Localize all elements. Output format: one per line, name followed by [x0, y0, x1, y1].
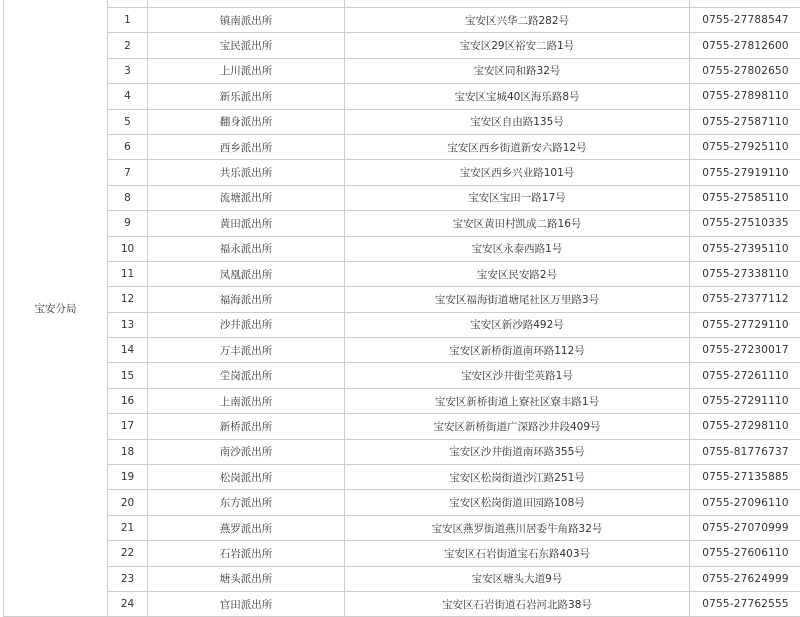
station-name: 宝民派出所	[148, 33, 345, 58]
row-number: 2	[108, 33, 148, 58]
table-row	[4, 541, 800, 566]
table-row	[4, 134, 800, 159]
row-number: 10	[108, 236, 148, 261]
row-number: 9	[108, 211, 148, 236]
station-phone: 0755-27338110	[690, 261, 800, 286]
row-number: 6	[108, 134, 148, 159]
station-phone: 0755-27230017	[690, 338, 800, 363]
station-address: 宝安区新沙路492号	[345, 312, 690, 337]
table-row	[4, 58, 800, 83]
station-phone: 0755-27762555	[690, 591, 800, 616]
station-address: 宝安区永泰西路1号	[345, 236, 690, 261]
station-phone: 0755-27587110	[690, 109, 800, 134]
station-address: 宝安区宝田一路17号	[345, 185, 690, 210]
station-phone: 0755-27070999	[690, 515, 800, 540]
row-number: 3	[108, 58, 148, 83]
row-number: 4	[108, 84, 148, 109]
station-name: 共乐派出所	[148, 160, 345, 185]
table-row	[4, 109, 800, 134]
station-phone: 0755-27395110	[690, 236, 800, 261]
station-name: 新桥派出所	[148, 414, 345, 439]
station-address: 宝安区新桥街道上寮社区寮丰路1号	[345, 388, 690, 413]
row-number: 15	[108, 363, 148, 388]
table-row	[4, 414, 800, 439]
station-phone: 0755-27510335	[690, 211, 800, 236]
station-address: 宝安区燕罗街道燕川居委牛角路32号	[345, 515, 690, 540]
table-row	[4, 8, 800, 33]
table-row	[4, 287, 800, 312]
row-number: 1	[108, 8, 148, 33]
table-row	[4, 566, 800, 591]
station-address: 宝安区石岩街道石岩河北路38号	[345, 591, 690, 616]
station-name: 万丰派出所	[148, 338, 345, 363]
station-phone: 0755-27919110	[690, 160, 800, 185]
station-name: 凤凰派出所	[148, 261, 345, 286]
row-number: 8	[108, 185, 148, 210]
station-address: 宝安区黄田村凯成二路16号	[345, 211, 690, 236]
table-row	[4, 338, 800, 363]
table-row	[4, 33, 800, 58]
station-name: 福海派出所	[148, 287, 345, 312]
station-name: 福永派出所	[148, 236, 345, 261]
station-name: 官田派出所	[148, 591, 345, 616]
table-row	[4, 211, 800, 236]
station-name: 流塘派出所	[148, 185, 345, 210]
table-row	[4, 388, 800, 413]
table-row	[4, 439, 800, 464]
station-address: 宝安区松岗街道沙江路251号	[345, 465, 690, 490]
station-name: 沙井派出所	[148, 312, 345, 337]
station-phone: 0755-27606110	[690, 541, 800, 566]
station-address: 宝安区宝城40区海乐路8号	[345, 84, 690, 109]
row-number: 22	[108, 541, 148, 566]
district-cell	[4, 0, 108, 617]
row-number: 17	[108, 414, 148, 439]
station-address: 宝安区自由路135号	[345, 109, 690, 134]
row-number: 24	[108, 591, 148, 616]
cell	[148, 0, 345, 8]
station-phone: 0755-27291110	[690, 388, 800, 413]
station-phone: 0755-27788547	[690, 8, 800, 33]
station-phone: 0755-27802650	[690, 58, 800, 83]
station-name: 东方派出所	[148, 490, 345, 515]
station-name: 黄田派出所	[148, 211, 345, 236]
row-number: 18	[108, 439, 148, 464]
row-number: 12	[108, 287, 148, 312]
station-name: 南沙派出所	[148, 439, 345, 464]
station-phone: 0755-27096110	[690, 490, 800, 515]
station-phone: 0755-27624999	[690, 566, 800, 591]
row-number: 23	[108, 566, 148, 591]
station-address: 宝安区民安路2号	[345, 261, 690, 286]
table-body	[4, 0, 800, 617]
station-name: 上川派出所	[148, 58, 345, 83]
station-address: 宝安区塘头大道9号	[345, 566, 690, 591]
station-name: 上南派出所	[148, 388, 345, 413]
station-name: 塘头派出所	[148, 566, 345, 591]
station-phone: 0755-27729110	[690, 312, 800, 337]
table-row	[4, 363, 800, 388]
table-row	[4, 591, 800, 616]
station-name: 燕罗派出所	[148, 515, 345, 540]
station-address: 宝安区兴华二路282号	[345, 8, 690, 33]
station-address: 宝安区石岩街道宝石东路403号	[345, 541, 690, 566]
cell	[690, 0, 800, 8]
row-number: 13	[108, 312, 148, 337]
station-name: 镇南派出所	[148, 8, 345, 33]
station-address: 宝安区福海街道塘尾社区万里路3号	[345, 287, 690, 312]
row-number: 20	[108, 490, 148, 515]
station-name: 石岩派出所	[148, 541, 345, 566]
station-address: 宝安区29区裕安二路1号	[345, 33, 690, 58]
table-row	[4, 160, 800, 185]
table-row	[4, 490, 800, 515]
table-row	[4, 465, 800, 490]
station-name: 翻身派出所	[148, 109, 345, 134]
police-station-table	[3, 0, 800, 617]
station-address: 宝安区新桥街道南环路112号	[345, 338, 690, 363]
station-address: 宝安区西乡兴业路101号	[345, 160, 690, 185]
row-number: 21	[108, 515, 148, 540]
station-phone: 0755-27925110	[690, 134, 800, 159]
station-phone: 0755-27898110	[690, 84, 800, 109]
table-row	[4, 185, 800, 210]
row-number: 16	[108, 388, 148, 413]
station-name: 松岗派出所	[148, 465, 345, 490]
table-row	[4, 312, 800, 337]
station-name: 坣岗派出所	[148, 363, 345, 388]
station-name: 西乡派出所	[148, 134, 345, 159]
cell	[345, 0, 690, 8]
row-number: 7	[108, 160, 148, 185]
row-number: 14	[108, 338, 148, 363]
row-number: 11	[108, 261, 148, 286]
station-name: 新乐派出所	[148, 84, 345, 109]
station-address: 宝安区沙井街道南环路355号	[345, 439, 690, 464]
station-address: 宝安区新桥街道广深路沙井段409号	[345, 414, 690, 439]
station-phone: 0755-27135885	[690, 465, 800, 490]
table-top-row	[4, 0, 800, 8]
station-phone: 0755-27298110	[690, 414, 800, 439]
table-row	[4, 236, 800, 261]
table-row	[4, 515, 800, 540]
table-row	[4, 84, 800, 109]
station-phone: 0755-27377112	[690, 287, 800, 312]
station-address: 宝安区松岗街道田园路108号	[345, 490, 690, 515]
station-address: 宝安区沙井街坣英路1号	[345, 363, 690, 388]
table-row	[4, 261, 800, 286]
row-number: 5	[108, 109, 148, 134]
station-phone: 0755-81776737	[690, 439, 800, 464]
station-phone: 0755-27585110	[690, 185, 800, 210]
district-name: 宝安分局	[35, 303, 77, 315]
row-number: 19	[108, 465, 148, 490]
station-phone: 0755-27261110	[690, 363, 800, 388]
cell	[108, 0, 148, 8]
station-address: 宝安区西乡街道新安六路12号	[345, 134, 690, 159]
station-phone: 0755-27812600	[690, 33, 800, 58]
station-address: 宝安区同和路32号	[345, 58, 690, 83]
